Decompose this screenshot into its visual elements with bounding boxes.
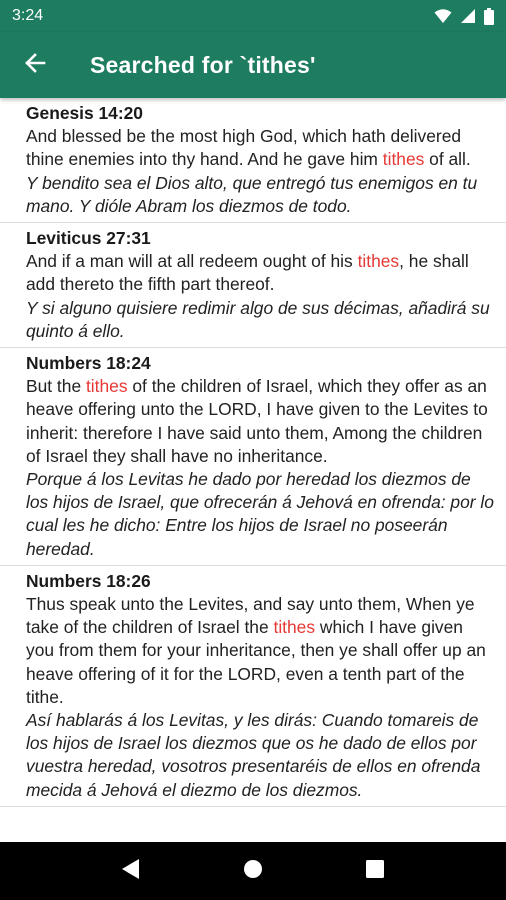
search-match: tithes <box>85 376 128 397</box>
verse-english-before: Thus speak unto the Levites, and say unto them, When ye take of the children of Israel the <box>26 594 475 638</box>
search-result-item[interactable] <box>0 348 506 566</box>
signal-icon <box>460 8 476 24</box>
verse-reference: Numbers 18:26 <box>26 570 151 591</box>
wifi-icon <box>434 8 452 24</box>
search-match: tithes <box>382 149 425 170</box>
search-result-item[interactable] <box>0 98 506 223</box>
nav-back-button[interactable] <box>111 851 151 891</box>
verse-english-after: , he shall add thereto the fifth part thereof. <box>26 251 469 295</box>
nav-recents-button[interactable] <box>355 851 395 891</box>
page-title: Searched for `tithes' <box>90 51 316 78</box>
verse-spanish: Así hablarás á los Levitas, y les dirás: Cuando tomareis de los hijos de Israel los diezmos que os he dado de ellos por vuestra heredad, vosotros presentaréis de ellos en ofrenda mecida á Jehová el diezmo de los diezmos. <box>26 710 481 800</box>
circle-home-icon <box>243 859 263 884</box>
search-match: tithes <box>273 617 316 638</box>
verse-english-before: And if a man will at all redeem ought of his <box>26 251 358 272</box>
verse-english <box>26 250 494 296</box>
nav-home-button[interactable] <box>233 851 273 891</box>
back-button[interactable] <box>0 32 70 98</box>
verse-english-after: which I have given you from them for your inheritance, then ye shall offer up an heave offering of it for the LORD, even a tenth part of the tithe. <box>26 617 486 707</box>
app-bar <box>0 32 506 98</box>
verse-english-after: of the children of Israel, which they offer as an heave offering unto the LORD, I have given to the Levites to inherit: therefore I have said unto them, Among the children of Israel they shall have no inheritance. <box>26 376 488 466</box>
arrow-left-icon <box>24 52 46 79</box>
verse-english <box>26 593 494 709</box>
verse-english-after: of all. <box>424 149 471 170</box>
verse-english <box>26 125 494 171</box>
search-result-item[interactable] <box>0 566 506 807</box>
search-match: tithes <box>357 251 400 272</box>
verse-reference: Leviticus 27:31 <box>26 228 151 249</box>
verse-reference: Numbers 18:24 <box>26 353 151 374</box>
triangle-back-icon <box>122 859 140 884</box>
battery-icon <box>484 8 494 25</box>
verse-spanish: Porque á los Levitas he dado por heredad los diezmos de los hijos de Israel, que ofrecerán á Jehová en ofrenda: por lo cual les he dicho: Entre los hijos de Israel no poseerán heredad. <box>26 469 494 559</box>
search-result-item[interactable] <box>0 223 506 348</box>
verse-english-before: And blessed be the most high God, which hath delivered thine enemies into thy hand. And he gave him <box>26 126 462 170</box>
square-recents-icon <box>366 860 384 883</box>
search-results-list[interactable] <box>0 98 506 842</box>
verse-english <box>26 375 494 468</box>
verse-spanish: Y si alguno quisiere redimir algo de sus décimas, añadirá su quinto á ello. <box>26 297 490 341</box>
status-time: 3:24 <box>12 7 44 24</box>
verse-spanish: Y bendito sea el Dios alto, que entregó tus enemigos en tu mano. Y dióle Abram los diezmos de todo. <box>26 172 478 216</box>
status-bar <box>0 0 506 32</box>
status-icons <box>434 8 494 25</box>
verse-english-before: But the <box>26 376 86 397</box>
system-navigation-bar <box>0 842 506 900</box>
verse-reference: Genesis 14:20 <box>26 103 143 123</box>
